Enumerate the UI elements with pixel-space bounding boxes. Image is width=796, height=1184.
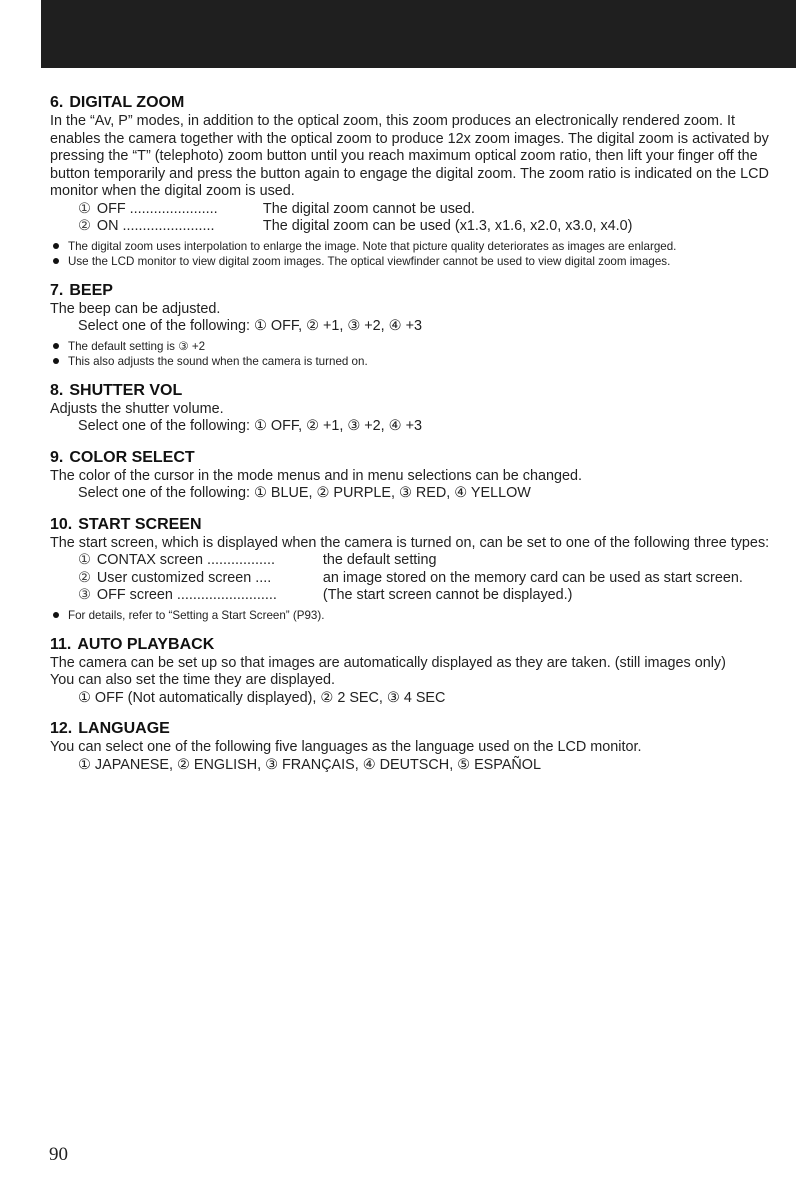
- note-item: The default setting is ③ +2: [50, 339, 780, 354]
- option-description: The digital zoom cannot be used.: [262, 200, 475, 217]
- option-row: [50, 552, 780, 570]
- section-digital-zoom: [50, 93, 780, 269]
- option-label: OFF ......................: [96, 200, 218, 217]
- option-row: [50, 201, 780, 219]
- section-title: SHUTTER VOL: [69, 381, 183, 399]
- select-options: ① JAPANESE, ② ENGLISH, ③ FRANÇAIS, ④ DEUTSCH, ⑤ ESPAÑOL: [78, 756, 542, 773]
- section-heading: [50, 93, 780, 113]
- circled-number-2: ②: [78, 569, 91, 586]
- section-number: 8.: [50, 381, 64, 399]
- section-language: [50, 719, 780, 774]
- section-heading: [50, 515, 780, 535]
- option-label: User customized screen ....: [96, 569, 272, 586]
- notes-list: [50, 239, 780, 269]
- select-options: ① OFF (Not automatically displayed), ② 2 SEC, ③ 4 SEC: [78, 689, 446, 706]
- select-options: Select one of the following: ① OFF, ② +1, ③ +2, ④ +3: [78, 418, 422, 434]
- section-paragraph: The beep can be adjusted.: [50, 300, 221, 317]
- option-row: [50, 570, 780, 588]
- section-paragraph: The color of the cursor in the mode menus and in menu selections can be changed.: [50, 467, 582, 484]
- circled-number-1: ①: [78, 552, 91, 568]
- notes-list: [50, 608, 780, 623]
- notes-list: [50, 339, 780, 369]
- section-number: 6.: [50, 94, 64, 111]
- section-title: START SCREEN: [78, 515, 202, 533]
- option-label: OFF screen .........................: [96, 587, 277, 603]
- note-item: The digital zoom uses interpolation to enlarge the image. Note that picture quality deteriorates as images are enlarged.: [50, 239, 780, 254]
- note-item: Use the LCD monitor to view digital zoom images. The optical viewfinder cannot be used to view digital zoom images.: [50, 254, 780, 269]
- header-bar: [41, 0, 796, 68]
- option-description: The digital zoom can be used (x1.3, x1.6, x2.0, x3.0, x4.0): [262, 218, 633, 234]
- option-row: [50, 587, 780, 605]
- section-number: 7.: [50, 281, 64, 299]
- section-paragraph: The camera can be set up so that images are automatically displayed as they are taken. (still images only): [50, 654, 726, 671]
- section-number: 11.: [50, 635, 72, 653]
- option-description: (The start screen cannot be displayed.): [322, 587, 573, 603]
- page-number: 90: [49, 1144, 68, 1165]
- circled-number-3: ③: [78, 587, 91, 603]
- section-heading: [50, 719, 780, 739]
- section-title: AUTO PLAYBACK: [77, 635, 215, 653]
- manual-content: [50, 93, 780, 786]
- section-paragraph: You can select one of the following five languages as the language used on the LCD monitor.: [50, 739, 642, 755]
- section-start-screen: [50, 515, 780, 623]
- section-beep: [50, 281, 780, 369]
- section-number: 12.: [50, 720, 73, 737]
- section-paragraph: In the “Av, P” modes, in addition to the optical zoom, this zoom produces an electronically rendered zoom. It enables the camera together with the optical zoom to produce 12x zoom images. The digital zoom is activated by pressing the “T” (telephoto) zoom button until you reach maximum optical zoom ratio, then lift your finger off the button temporarily and press the button again to engage the digital zoom. The zoom ratio is indicated on the LCD monitor when the digital zoom is used.: [50, 113, 769, 199]
- option-description: an image stored on the memory card can be used as start screen.: [322, 569, 743, 586]
- section-title: DIGITAL ZOOM: [69, 94, 185, 111]
- circled-number-1: ①: [78, 200, 91, 217]
- section-shutter-vol: [50, 381, 780, 436]
- section-heading: [50, 381, 780, 401]
- section-title: LANGUAGE: [78, 720, 170, 737]
- section-number: 10.: [50, 515, 73, 533]
- note-item: This also adjusts the sound when the camera is turned on.: [50, 354, 780, 369]
- section-heading: [50, 448, 780, 468]
- section-paragraph: The start screen, which is displayed when the camera is turned on, can be set to one of the following three types:: [50, 534, 770, 551]
- section-heading: [50, 281, 780, 301]
- section-paragraph: Adjusts the shutter volume.: [50, 400, 224, 417]
- section-title: COLOR SELECT: [69, 448, 195, 466]
- section-title: BEEP: [69, 281, 113, 299]
- option-row: [50, 218, 780, 236]
- note-item: For details, refer to “Setting a Start Screen” (P93).: [50, 608, 780, 623]
- section-heading: [50, 635, 780, 655]
- section-number: 9.: [50, 448, 64, 466]
- option-label: ON .......................: [96, 218, 215, 234]
- section-paragraph: You can also set the time they are displayed.: [50, 672, 336, 688]
- option-label: CONTAX screen .................: [96, 552, 275, 568]
- section-auto-playback: [50, 635, 780, 708]
- option-description: the default setting: [322, 552, 437, 568]
- circled-number-2: ②: [78, 218, 91, 234]
- select-options: Select one of the following: ① OFF, ② +1, ③ +2, ④ +3: [78, 318, 422, 334]
- select-options: Select one of the following: ① BLUE, ② PURPLE, ③ RED, ④ YELLOW: [78, 485, 531, 501]
- section-color-select: [50, 448, 780, 503]
